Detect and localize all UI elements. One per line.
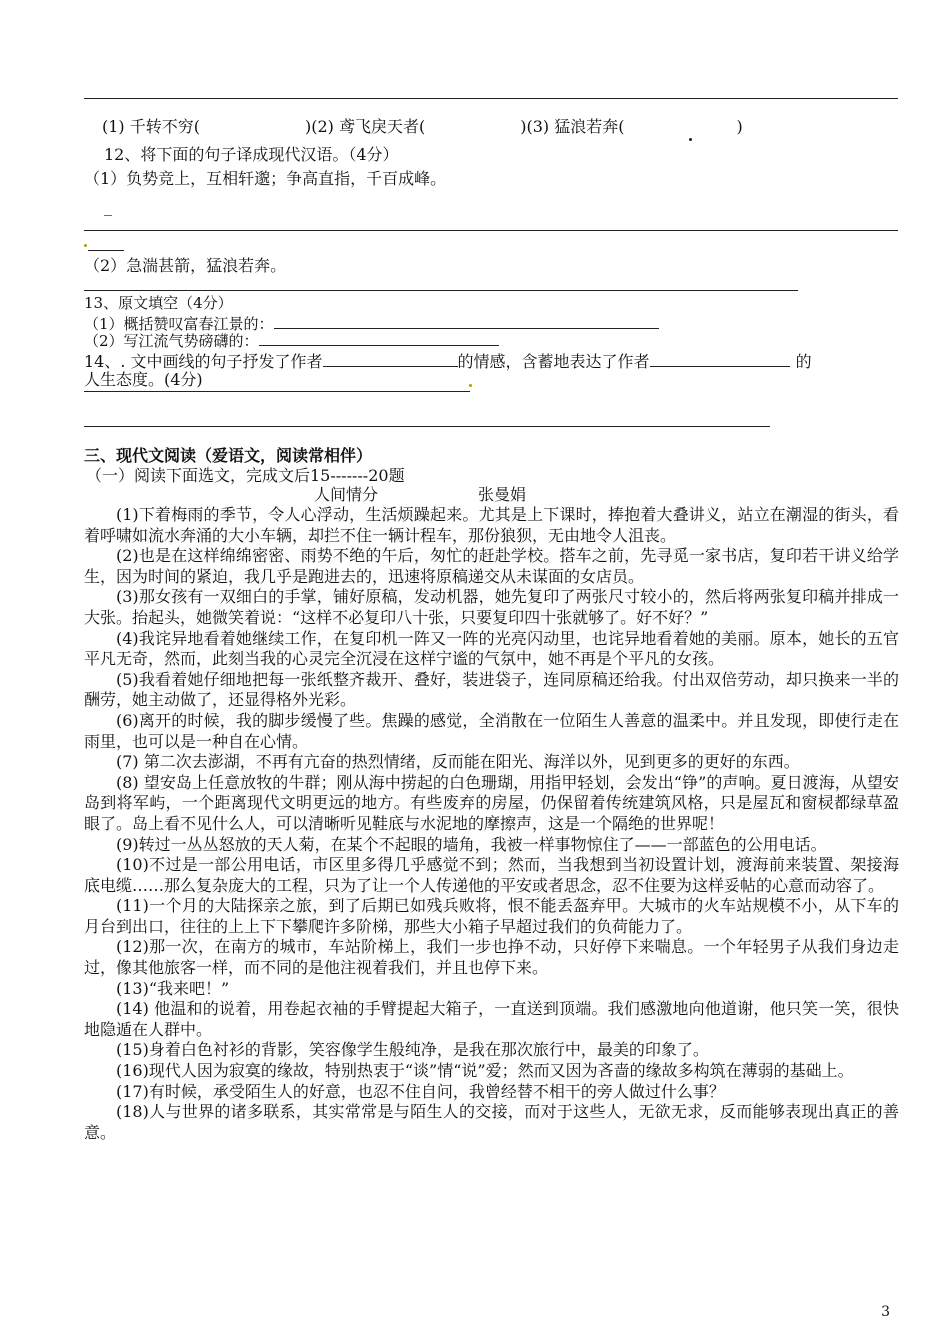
page-number: 3: [881, 1304, 890, 1320]
q14-blank2: [650, 350, 790, 367]
paragraph-9: (9)转过一丛丛怒放的天人菊，在某个不起眼的墙角，我被一样事物惊住了——一部蓝色的公用电话。: [116, 834, 827, 854]
mark-dot: [469, 384, 472, 387]
article-title: 人间情分: [314, 485, 379, 504]
paragraph-3: (3)那女孩有一双细白的手掌，铺好原稿，发动机器，她先复印了两张尺寸较小的，然后将两张复印稿并排成一大张。抬起头，她微笑着说：“这样不必复印八十张，只要复印四十张就够了。好不好？”: [84, 587, 899, 627]
paragraph-7: (7) 第二次去澎湖，不再有亢奋的热烈情绪，反而能在阳光、海洋以外，见到更多的更好的东西。: [116, 752, 800, 772]
q14-part2: 的情感，含蓄地表达了作者: [457, 352, 650, 371]
emphasis-dot: [689, 138, 692, 141]
q11-item3: )(3) 猛浪若奔(: [520, 117, 625, 136]
q13-item2-blank: [259, 333, 499, 346]
q11-close: ): [736, 117, 743, 136]
q14-part4: 人生态度。(4分): [84, 370, 203, 389]
q14-part3: 的: [795, 352, 812, 371]
q12-sentence2: （2）急湍甚箭，猛浪若奔。: [84, 256, 287, 275]
q14-answer-line2: [84, 426, 770, 427]
q14-answer-line1: [84, 391, 470, 392]
q14-line: [84, 350, 812, 372]
q13-item1-blank: [274, 312, 659, 329]
q14-blank1: [323, 350, 458, 367]
q12-title: 12、将下面的句子译成现代汉语。（4分）: [104, 145, 399, 164]
q14-part1: 14、. 文中画线的句子抒发了作者: [84, 352, 323, 371]
q12-sentence1: （1）负势竞上，互相轩邈；争高直指，千百成峰。: [84, 169, 447, 188]
article-author: 张曼娟: [478, 485, 527, 504]
paragraph-11: (11)一个月的大陆探亲之旅，到了后期已如残兵败将，恨不能丢盔弃甲。大城市的火车站规模不小，从下车的月台到出口，往往的上上下下攀爬许多阶梯，那些大小箱子早超过我们的负荷能力了。: [84, 896, 899, 936]
top-rule: [84, 98, 898, 99]
paragraph-10: (10)不过是一部公用电话，市区里多得几乎感觉不到；然而，当我想到当初设置计划，渡海前来装置、架接海底电缆……那么复杂庞大的工程，只为了让一个人传递他的平安或者思念，忍不住要为这样妥帖的心意而动容了。: [84, 855, 899, 895]
paragraph-16: (16)现代人因为寂寞的缘故，特别热衷于“谈”情“说”爱；然而又因为吝啬的缘故多构筑在薄弱的基础上。: [116, 1061, 854, 1081]
paragraph-4: (4)我诧异地看着她继续工作，在复印机一阵又一阵的光亮闪动里，也诧异地看着她的美丽。原本，她长的五官平凡无奇，然而，此刻当我的心灵完全沉浸在这样宁谧的气氛中，她不再是个平凡的女孩。: [84, 628, 899, 669]
section3-sub: （一）阅读下面选文，完成文后15-------20题: [86, 466, 405, 485]
paragraph-17: (17)有时候，承受陌生人的好意，也忍不住自问，我曾经替不相干的旁人做过什么事？: [116, 1081, 725, 1101]
q13-item2: [84, 331, 499, 351]
q13-item1-label: （1）概括赞叹富春江景的：: [84, 315, 274, 333]
paragraph-2: (2)也是在这样绵绵密密、雨势不绝的午后，匆忙的赶赴学校。搭车之前，先寻觅一家书店，复印若干讲义给学生，因为时间的紧迫，我几乎是跑进去的，迅速将原稿递交从未谋面的女店员。: [84, 546, 899, 586]
section3-heading: 三、现代文阅读（爱语文，阅读常相伴）: [84, 446, 373, 465]
paragraph-14: (14) 他温和的说着，用卷起衣袖的手臂提起大箱子，一直送到顶端。我们感激地向他道谢，他只笑一笑，很快地隐遁在人群中。: [84, 999, 899, 1039]
q12-answer-stub: [88, 250, 124, 251]
q13-title: 13、原文填空（4分）: [84, 294, 233, 312]
q11-line: [102, 117, 743, 137]
q11-item1: (1) 千转不穷(: [102, 117, 200, 136]
paragraph-12: (12)那一次，在南方的城市，车站阶梯上，我们一步也挣不动，只好停下来喘息。一个年轻男子从我们身边走过，像其他旅客一样，而不同的是他注视着我们，并且也停下来。: [84, 937, 899, 978]
q12-dash: _: [104, 197, 112, 216]
q13-item2-label: （2）写江流气势磅礴的：: [84, 332, 259, 350]
article-body: [84, 505, 899, 1143]
paragraph-15: (15)身着白色衬衫的背影，笑容像学生般纯净，是我在那次旅行中，最美的印象了。: [116, 1040, 709, 1060]
paragraph-18: (18)人与世界的诸多联系，其实常常是与陌生人的交接，而对于这些人，无欲无求，反而能够表现出真正的善意。: [84, 1102, 899, 1142]
q11-item2: )(2) 鸢飞戾天者(: [305, 117, 426, 136]
mark-dot: [84, 244, 87, 247]
paragraph-5: (5)我看着她仔细地把每一张纸整齐裁开、叠好，装进袋子，连同原稿还给我。付出双倍劳动，却只换来一半的酬劳，她主动做了，还显得格外光彩。: [84, 669, 899, 710]
paragraph-13: (13)“我来吧！”: [116, 978, 230, 998]
q12-answer-line1: [84, 230, 898, 231]
paragraph-6: (6)离开的时候，我的脚步缓慢了些。焦躁的感觉，全消散在一位陌生人善意的温柔中。并且发现，即使行走在雨里，也可以是一种自在心情。: [84, 710, 899, 751]
paragraph-8: (8) 望安岛上任意放牧的牛群；刚从海中捞起的白色珊瑚，用指甲轻划，会发出“铮”的声响。夏日渡海，从望安岛到将军屿，一个距离现代文明更远的地方。有些废弃的房屋，仍保留着传统建筑风格，只是屋瓦和窗棂都绿草盈眼了。岛上看不见什么人，可以清晰听见鞋底与水泥地的摩擦声，这是一个隔绝的世界呢！: [84, 772, 899, 833]
q12-answer-line2: [84, 290, 798, 291]
paragraph-1: (1)下着梅雨的季节，令人心浮动，生活烦躁起来。尤其是上下课时，捧抱着大叠讲义，站立在潮湿的街头，看着呼啸如流水奔涌的大小车辆，却拦不住一辆计程车，那份狼狈，无由地令人沮丧。: [84, 505, 899, 545]
